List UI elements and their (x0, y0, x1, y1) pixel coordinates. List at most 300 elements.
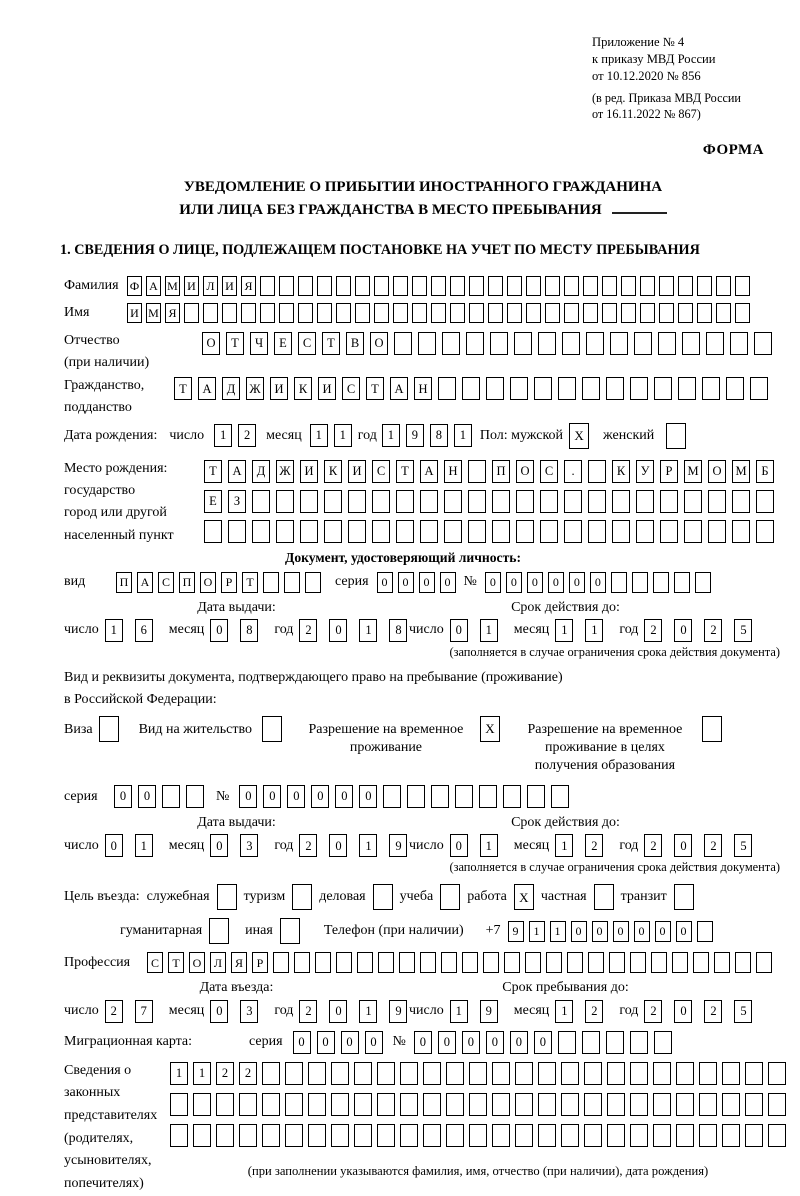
profession-cell[interactable] (735, 952, 751, 973)
birthplace-cell[interactable] (324, 490, 342, 513)
profession-cell[interactable] (609, 952, 625, 973)
birthplace-cell[interactable]: А (228, 460, 246, 483)
patronymic-cell[interactable] (754, 332, 772, 355)
birthplace-cell[interactable]: Т (204, 460, 222, 483)
representative-cell[interactable] (423, 1062, 441, 1085)
patronymic-cell[interactable] (610, 332, 628, 355)
id-number-cell[interactable] (695, 572, 711, 593)
id-expiry-year-cell[interactable]: 2 (644, 619, 662, 642)
surname-cell[interactable]: Ф (127, 276, 142, 296)
representative-cell[interactable] (354, 1062, 372, 1085)
birthplace-cell[interactable] (732, 520, 750, 543)
stay-number-cell[interactable] (551, 785, 569, 808)
entry-day-cell[interactable]: 2 (105, 1000, 123, 1023)
representative-cell[interactable] (676, 1093, 694, 1116)
representative-cell[interactable] (423, 1124, 441, 1147)
id-expiry-day-cell[interactable]: 0 (450, 619, 468, 642)
representative-cell[interactable]: 2 (216, 1062, 234, 1085)
representative-cell[interactable] (377, 1062, 395, 1085)
representative-cell[interactable] (584, 1124, 602, 1147)
surname-cell[interactable] (450, 276, 465, 296)
representative-cell[interactable] (170, 1093, 188, 1116)
id-issue-day-cell[interactable]: 6 (135, 619, 153, 642)
representative-cell[interactable]: 1 (170, 1062, 188, 1085)
phone-cell[interactable]: 9 (508, 921, 524, 942)
birth-month-cell[interactable]: 1 (334, 424, 352, 447)
phone-cell[interactable]: 0 (655, 921, 671, 942)
surname-cell[interactable] (716, 276, 731, 296)
name-cell[interactable] (241, 303, 256, 323)
patronymic-cell[interactable] (658, 332, 676, 355)
id-expiry-month-cell[interactable]: 1 (555, 619, 573, 642)
birthplace-cell[interactable] (708, 520, 726, 543)
stay-number-cell[interactable]: 0 (335, 785, 353, 808)
stay-expiry-year-cell[interactable]: 2 (644, 834, 662, 857)
representative-cell[interactable] (699, 1093, 717, 1116)
surname-cell[interactable] (697, 276, 712, 296)
birthplace-cell[interactable] (396, 520, 414, 543)
id-number-cell[interactable] (632, 572, 648, 593)
doc-type-cell[interactable]: П (116, 572, 132, 593)
phone-cell[interactable]: 0 (634, 921, 650, 942)
id-series-cell[interactable]: 0 (377, 572, 393, 593)
birthplace-cell[interactable]: У (636, 460, 654, 483)
profession-cell[interactable] (420, 952, 436, 973)
name-cell[interactable] (659, 303, 674, 323)
name-cell[interactable] (431, 303, 446, 323)
citizenship-cell[interactable] (726, 377, 744, 400)
name-cell[interactable] (488, 303, 503, 323)
stay-issue-day-cell[interactable]: 1 (135, 834, 153, 857)
representative-cell[interactable] (400, 1124, 418, 1147)
birthplace-cell[interactable] (636, 490, 654, 513)
doc-type-cell[interactable]: А (137, 572, 153, 593)
stay-until-year-cell[interactable]: 2 (704, 1000, 722, 1023)
representative-cell[interactable] (469, 1093, 487, 1116)
id-issue-year-cell[interactable]: 2 (299, 619, 317, 642)
representative-cell[interactable] (538, 1124, 556, 1147)
surname-cell[interactable]: И (222, 276, 237, 296)
id-number-cell[interactable]: 0 (506, 572, 522, 593)
surname-cell[interactable] (583, 276, 598, 296)
migration-series-cell[interactable]: 0 (341, 1031, 359, 1054)
id-series-cell[interactable]: 0 (440, 572, 456, 593)
stay-issue-year-cell[interactable]: 9 (389, 834, 407, 857)
name-cell[interactable]: И (127, 303, 142, 323)
birthplace-cell[interactable] (444, 490, 462, 513)
representative-cell[interactable] (262, 1124, 280, 1147)
stay-number-cell[interactable]: 0 (359, 785, 377, 808)
birthplace-cell[interactable] (564, 490, 582, 513)
id-expiry-month-cell[interactable]: 1 (585, 619, 603, 642)
profession-cell[interactable] (357, 952, 373, 973)
birthplace-cell[interactable] (492, 490, 510, 513)
profession-cell[interactable]: С (147, 952, 163, 973)
representative-cell[interactable] (768, 1124, 786, 1147)
migration-number-cell[interactable]: 0 (534, 1031, 552, 1054)
birthplace-cell[interactable] (684, 490, 702, 513)
birthplace-cell[interactable] (468, 460, 486, 483)
citizenship-cell[interactable] (510, 377, 528, 400)
surname-cell[interactable] (564, 276, 579, 296)
birthplace-cell[interactable]: К (324, 460, 342, 483)
id-issue-year-cell[interactable]: 8 (389, 619, 407, 642)
representative-cell[interactable] (745, 1093, 763, 1116)
birthplace-cell[interactable]: Ж (276, 460, 294, 483)
representative-cell[interactable] (354, 1093, 372, 1116)
surname-cell[interactable] (355, 276, 370, 296)
birthplace-cell[interactable] (324, 520, 342, 543)
profession-cell[interactable] (462, 952, 478, 973)
doc-type-cell[interactable]: П (179, 572, 195, 593)
birthplace-cell[interactable] (660, 520, 678, 543)
name-cell[interactable] (393, 303, 408, 323)
surname-cell[interactable] (393, 276, 408, 296)
phone-cell[interactable]: 1 (550, 921, 566, 942)
stay-number-cell[interactable]: 0 (311, 785, 329, 808)
profession-cell[interactable] (546, 952, 562, 973)
name-cell[interactable] (469, 303, 484, 323)
stay-number-cell[interactable]: 0 (239, 785, 257, 808)
birthplace-cell[interactable] (756, 490, 774, 513)
purpose-humanitarian-cell[interactable] (209, 918, 229, 944)
citizenship-cell[interactable]: Н (414, 377, 432, 400)
stay-expiry-month-cell[interactable]: 1 (555, 834, 573, 857)
stay-issue-day-cell[interactable]: 0 (105, 834, 123, 857)
representative-cell[interactable] (653, 1062, 671, 1085)
title-blank-underline[interactable] (612, 200, 667, 214)
stay-expiry-year-cell[interactable]: 5 (734, 834, 752, 857)
birthplace-cell[interactable]: . (564, 460, 582, 483)
sex-female-cell[interactable] (666, 423, 686, 449)
representative-cell[interactable] (653, 1093, 671, 1116)
representative-cell[interactable] (768, 1062, 786, 1085)
stay-number-cell[interactable] (455, 785, 473, 808)
profession-cell[interactable] (294, 952, 310, 973)
name-cell[interactable] (412, 303, 427, 323)
stay-until-year-cell[interactable]: 0 (674, 1000, 692, 1023)
migration-number-cell[interactable] (582, 1031, 600, 1054)
profession-cell[interactable] (651, 952, 667, 973)
patronymic-cell[interactable]: О (370, 332, 388, 355)
name-cell[interactable] (602, 303, 617, 323)
doc-type-cell[interactable]: Р (221, 572, 237, 593)
profession-cell[interactable] (483, 952, 499, 973)
birth-year-cell[interactable]: 1 (382, 424, 400, 447)
surname-cell[interactable] (317, 276, 332, 296)
phone-cell[interactable]: 0 (592, 921, 608, 942)
patronymic-cell[interactable]: Е (274, 332, 292, 355)
stay-number-cell[interactable] (383, 785, 401, 808)
representative-cell[interactable] (446, 1093, 464, 1116)
temp-residence-edu-cell[interactable] (702, 716, 722, 742)
birthplace-cell[interactable] (612, 490, 630, 513)
birthplace-cell[interactable]: К (612, 460, 630, 483)
birthplace-cell[interactable]: Р (660, 460, 678, 483)
phone-cell[interactable] (697, 921, 713, 942)
stay-expiry-month-cell[interactable]: 2 (585, 834, 603, 857)
name-cell[interactable] (621, 303, 636, 323)
representative-cell[interactable] (331, 1093, 349, 1116)
entry-month-cell[interactable]: 0 (210, 1000, 228, 1023)
migration-series-cell[interactable]: 0 (317, 1031, 335, 1054)
profession-cell[interactable]: О (189, 952, 205, 973)
stay-series-cell[interactable] (162, 785, 180, 808)
birthplace-cell[interactable] (444, 520, 462, 543)
representative-cell[interactable] (745, 1062, 763, 1085)
citizenship-cell[interactable] (462, 377, 480, 400)
birthplace-cell[interactable] (252, 520, 270, 543)
profession-cell[interactable] (273, 952, 289, 973)
entry-year-cell[interactable]: 1 (359, 1000, 377, 1023)
birthplace-cell[interactable] (588, 460, 606, 483)
name-cell[interactable] (640, 303, 655, 323)
representative-cell[interactable] (515, 1093, 533, 1116)
birthplace-cell[interactable] (300, 520, 318, 543)
stay-until-year-cell[interactable]: 2 (644, 1000, 662, 1023)
representative-cell[interactable] (584, 1062, 602, 1085)
phone-cell[interactable]: 1 (529, 921, 545, 942)
patronymic-cell[interactable]: С (298, 332, 316, 355)
representative-cell[interactable] (170, 1124, 188, 1147)
phone-cell[interactable]: 0 (676, 921, 692, 942)
representative-cell[interactable] (216, 1124, 234, 1147)
birth-day-cell[interactable]: 2 (238, 424, 256, 447)
representative-cell[interactable] (722, 1093, 740, 1116)
surname-cell[interactable] (260, 276, 275, 296)
citizenship-cell[interactable] (678, 377, 696, 400)
representative-cell[interactable]: 1 (193, 1062, 211, 1085)
sex-male-cell[interactable]: X (569, 423, 589, 449)
entry-day-cell[interactable]: 7 (135, 1000, 153, 1023)
doc-type-cell[interactable]: О (200, 572, 216, 593)
birthplace-cell[interactable]: А (420, 460, 438, 483)
name-cell[interactable] (526, 303, 541, 323)
surname-cell[interactable]: Я (241, 276, 256, 296)
representative-cell[interactable] (400, 1093, 418, 1116)
birthplace-cell[interactable] (588, 520, 606, 543)
citizenship-cell[interactable]: Т (174, 377, 192, 400)
profession-cell[interactable]: Р (252, 952, 268, 973)
surname-cell[interactable]: Л (203, 276, 218, 296)
representative-cell[interactable] (469, 1062, 487, 1085)
name-cell[interactable] (716, 303, 731, 323)
surname-cell[interactable] (298, 276, 313, 296)
purpose-tourism-cell[interactable] (292, 884, 312, 910)
surname-cell[interactable] (621, 276, 636, 296)
id-series-cell[interactable]: 0 (398, 572, 414, 593)
birthplace-cell[interactable] (684, 520, 702, 543)
stay-issue-year-cell[interactable]: 2 (299, 834, 317, 857)
stay-expiry-year-cell[interactable]: 2 (704, 834, 722, 857)
stay-until-month-cell[interactable]: 1 (555, 1000, 573, 1023)
surname-cell[interactable] (374, 276, 389, 296)
doc-type-cell[interactable]: С (158, 572, 174, 593)
birthplace-cell[interactable] (300, 490, 318, 513)
profession-cell[interactable] (567, 952, 583, 973)
patronymic-cell[interactable] (514, 332, 532, 355)
patronymic-cell[interactable] (586, 332, 604, 355)
patronymic-cell[interactable] (394, 332, 412, 355)
patronymic-cell[interactable]: Т (322, 332, 340, 355)
citizenship-cell[interactable] (534, 377, 552, 400)
representative-cell[interactable] (262, 1093, 280, 1116)
id-number-cell[interactable]: 0 (590, 572, 606, 593)
name-cell[interactable] (450, 303, 465, 323)
birth-month-cell[interactable]: 1 (310, 424, 328, 447)
patronymic-cell[interactable] (538, 332, 556, 355)
purpose-official-cell[interactable] (217, 884, 237, 910)
citizenship-cell[interactable]: Д (222, 377, 240, 400)
citizenship-cell[interactable] (438, 377, 456, 400)
citizenship-cell[interactable] (558, 377, 576, 400)
name-cell[interactable] (222, 303, 237, 323)
representative-cell[interactable] (630, 1124, 648, 1147)
birthplace-cell[interactable] (588, 490, 606, 513)
id-series-cell[interactable]: 0 (419, 572, 435, 593)
birthplace-cell[interactable]: Т (396, 460, 414, 483)
stay-until-month-cell[interactable]: 2 (585, 1000, 603, 1023)
stay-number-cell[interactable] (479, 785, 497, 808)
entry-year-cell[interactable]: 9 (389, 1000, 407, 1023)
surname-cell[interactable] (488, 276, 503, 296)
entry-year-cell[interactable]: 0 (329, 1000, 347, 1023)
representative-cell[interactable] (446, 1124, 464, 1147)
id-expiry-year-cell[interactable]: 0 (674, 619, 692, 642)
citizenship-cell[interactable]: И (318, 377, 336, 400)
purpose-work-cell[interactable]: X (514, 884, 534, 910)
migration-number-cell[interactable] (630, 1031, 648, 1054)
representative-cell[interactable] (400, 1062, 418, 1085)
birthplace-cell[interactable] (348, 490, 366, 513)
surname-cell[interactable] (469, 276, 484, 296)
citizenship-cell[interactable]: А (390, 377, 408, 400)
representative-cell[interactable] (745, 1124, 763, 1147)
citizenship-cell[interactable] (486, 377, 504, 400)
name-cell[interactable] (583, 303, 598, 323)
id-number-cell[interactable] (611, 572, 627, 593)
patronymic-cell[interactable] (442, 332, 460, 355)
surname-cell[interactable] (412, 276, 427, 296)
birthplace-cell[interactable]: Е (204, 490, 222, 513)
name-cell[interactable] (735, 303, 750, 323)
name-cell[interactable] (564, 303, 579, 323)
representative-cell[interactable] (492, 1093, 510, 1116)
stay-number-cell[interactable]: 0 (263, 785, 281, 808)
migration-number-cell[interactable]: 0 (438, 1031, 456, 1054)
patronymic-cell[interactable] (418, 332, 436, 355)
migration-number-cell[interactable] (558, 1031, 576, 1054)
patronymic-cell[interactable]: В (346, 332, 364, 355)
representative-cell[interactable]: 2 (239, 1062, 257, 1085)
representative-cell[interactable] (331, 1124, 349, 1147)
birthplace-cell[interactable] (516, 490, 534, 513)
profession-cell[interactable] (441, 952, 457, 973)
profession-cell[interactable]: Т (168, 952, 184, 973)
citizenship-cell[interactable] (654, 377, 672, 400)
purpose-private-cell[interactable] (594, 884, 614, 910)
birthplace-cell[interactable] (612, 520, 630, 543)
patronymic-cell[interactable] (466, 332, 484, 355)
profession-cell[interactable] (693, 952, 709, 973)
id-number-cell[interactable]: 0 (548, 572, 564, 593)
representative-cell[interactable] (308, 1124, 326, 1147)
name-cell[interactable] (184, 303, 199, 323)
birthplace-cell[interactable] (372, 520, 390, 543)
representative-cell[interactable] (377, 1124, 395, 1147)
patronymic-cell[interactable] (706, 332, 724, 355)
representative-cell[interactable] (722, 1062, 740, 1085)
representative-cell[interactable] (561, 1124, 579, 1147)
residence-permit-cell[interactable] (262, 716, 282, 742)
surname-cell[interactable] (336, 276, 351, 296)
representative-cell[interactable] (538, 1062, 556, 1085)
surname-cell[interactable] (678, 276, 693, 296)
representative-cell[interactable] (285, 1062, 303, 1085)
id-expiry-day-cell[interactable]: 1 (480, 619, 498, 642)
birthplace-cell[interactable] (540, 490, 558, 513)
representative-cell[interactable] (239, 1093, 257, 1116)
surname-cell[interactable] (640, 276, 655, 296)
surname-cell[interactable] (431, 276, 446, 296)
name-cell[interactable] (545, 303, 560, 323)
migration-series-cell[interactable]: 0 (293, 1031, 311, 1054)
birthplace-cell[interactable]: О (708, 460, 726, 483)
migration-number-cell[interactable]: 0 (462, 1031, 480, 1054)
stay-issue-month-cell[interactable]: 3 (240, 834, 258, 857)
birthplace-cell[interactable] (276, 490, 294, 513)
representative-cell[interactable] (239, 1124, 257, 1147)
surname-cell[interactable] (602, 276, 617, 296)
representative-cell[interactable] (630, 1062, 648, 1085)
representative-cell[interactable] (607, 1062, 625, 1085)
doc-type-cell[interactable]: Т (242, 572, 258, 593)
stay-until-day-cell[interactable]: 1 (450, 1000, 468, 1023)
birthplace-cell[interactable]: С (372, 460, 390, 483)
purpose-study-cell[interactable] (440, 884, 460, 910)
birthplace-cell[interactable] (732, 490, 750, 513)
representative-cell[interactable] (561, 1062, 579, 1085)
profession-cell[interactable] (588, 952, 604, 973)
birthplace-cell[interactable] (756, 520, 774, 543)
surname-cell[interactable] (545, 276, 560, 296)
birth-day-cell[interactable]: 1 (214, 424, 232, 447)
id-issue-year-cell[interactable]: 0 (329, 619, 347, 642)
citizenship-cell[interactable]: Ж (246, 377, 264, 400)
representative-cell[interactable] (607, 1093, 625, 1116)
name-cell[interactable] (678, 303, 693, 323)
representative-cell[interactable] (423, 1093, 441, 1116)
stay-series-cell[interactable] (186, 785, 204, 808)
birthplace-cell[interactable] (492, 520, 510, 543)
id-number-cell[interactable]: 0 (485, 572, 501, 593)
birthplace-cell[interactable]: И (348, 460, 366, 483)
representative-cell[interactable] (308, 1062, 326, 1085)
birthplace-cell[interactable]: И (300, 460, 318, 483)
birthplace-cell[interactable]: М (684, 460, 702, 483)
birthplace-cell[interactable] (276, 520, 294, 543)
representative-cell[interactable] (515, 1124, 533, 1147)
profession-cell[interactable] (504, 952, 520, 973)
profession-cell[interactable] (525, 952, 541, 973)
purpose-transit-cell[interactable] (674, 884, 694, 910)
profession-cell[interactable]: Я (231, 952, 247, 973)
surname-cell[interactable]: А (146, 276, 161, 296)
profession-cell[interactable]: Л (210, 952, 226, 973)
migration-number-cell[interactable]: 0 (414, 1031, 432, 1054)
birthplace-cell[interactable]: Д (252, 460, 270, 483)
profession-cell[interactable] (672, 952, 688, 973)
